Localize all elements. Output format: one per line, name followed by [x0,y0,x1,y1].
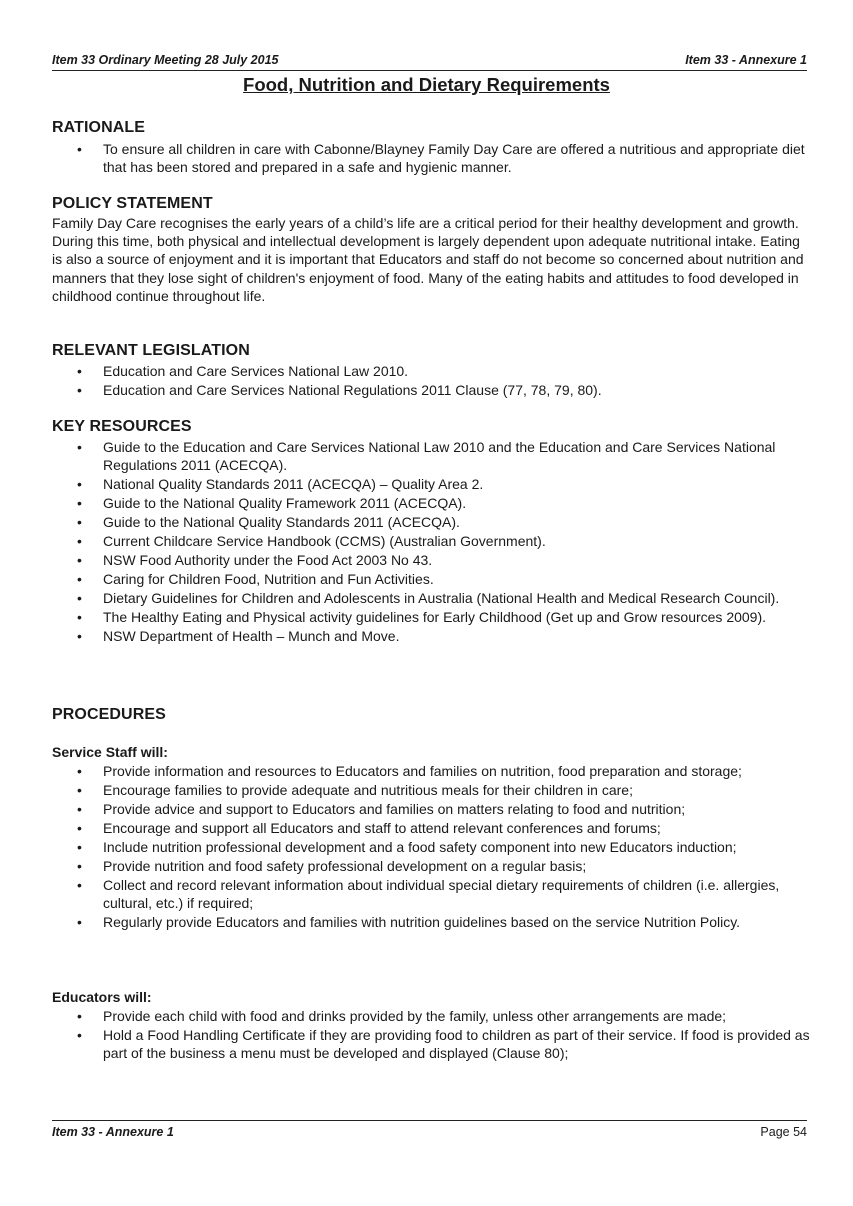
bullet-icon: • [77,877,82,893]
list-item-text: Provide information and resources to Educators and families on nutrition, food preparation and storage; [103,763,742,779]
footer-annexure: Item 33 - Annexure 1 [52,1125,174,1139]
header-annexure: Item 33 - Annexure 1 [685,53,807,67]
bullet-icon: • [77,858,82,874]
educators-list [52,1007,812,1063]
list-item-text: Guide to the National Quality Framework 2011 (ACECQA). [103,495,467,512]
list-item [52,762,812,780]
bullet-icon: • [77,514,82,531]
page-header [52,52,807,71]
list-item-text: Education and Care Services National Regulations 2011 Clause (77, 78, 79, 80). [103,382,602,398]
list-item-text: Provide advice and support to Educators and families on matters relating to food and nutrition; [103,801,686,817]
list-item-text: Provide each child with food and drinks provided by the family, unless other arrangements are made; [103,1008,727,1024]
list-item-text: To ensure all children in care with Cabonne/Blayney Family Day Care are offered a nutritious and appropriate diet that has been stored and prepared in a safe and hygienic manner. [103,141,805,176]
list-item-text: NSW Food Authority under the Food Act 2003 No 43. [103,552,433,569]
list-item [52,570,812,588]
legislation-heading: RELEVANT LEGISLATION [52,342,250,359]
list-item-text: Hold a Food Handling Certificate if they are providing food to children as part of their service. If food is provided as part of the business a menu must be developed and displayed (Clause 80); [103,1027,810,1062]
bullet-icon: • [77,628,82,645]
list-item [52,532,812,550]
list-item-text: Current Childcare Service Handbook (CCMS) (Australian Government). [103,533,546,550]
policy-text: Family Day Care recognises the early years of a child’s life are a critical period for their healthy development and growth. During this time, both physical and intellectual development is largely dependent upon adequate nutritional intake. Eating is also a source of enjoyment and it is important that Educators and staff do not become so concerned about nutrition and manners that they lose sight of children's enjoyment of food. Many of the eating habits and attitudes to food developed in childhood continue throughout life. [52,215,804,304]
service-staff-heading: Service Staff will: [52,744,168,760]
list-item-text: Dietary Guidelines for Children and Adolescents in Australia (National Health and Medical Research Council). [103,590,780,607]
list-item [52,589,812,607]
service-staff-list [52,762,812,932]
educators-heading: Educators will: [52,989,152,1005]
list-item-text: Caring for Children Food, Nutrition and Fun Activities. [103,571,434,588]
bullet-icon: • [77,476,82,493]
list-item [52,876,812,912]
bullet-icon: • [77,914,82,931]
bullet-icon: • [77,382,82,398]
list-item [52,800,812,818]
list-item-text: NSW Department of Health – Munch and Move. [103,628,400,645]
list-item [52,781,812,799]
list-item [52,362,812,380]
list-item-text: Include nutrition professional development and a food safety component into new Educators induction; [103,839,737,855]
list-item [52,475,812,493]
rationale-list [52,140,812,177]
bullet-icon: • [77,590,82,607]
list-item-text: Guide to the Education and Care Services National Law 2010 and the Education and Care Services National Regulations 2011 (ACECQA). [103,439,776,474]
list-item-text: National Quality Standards 2011 (ACECQA) – Quality Area 2. [103,476,484,493]
list-item [52,438,812,474]
legislation-list [52,362,812,400]
list-item [52,857,812,875]
bullet-icon: • [77,141,82,157]
policy-heading: POLICY STATEMENT [52,195,213,212]
bullet-icon: • [77,533,82,550]
list-item [52,1026,812,1062]
page-title: Food, Nutrition and Dietary Requirements [243,74,610,95]
list-item [52,913,812,931]
list-item [52,608,812,626]
procedures-heading: PROCEDURES [52,706,166,723]
list-item [52,838,812,856]
bullet-icon: • [77,363,82,379]
list-item-text: The Healthy Eating and Physical activity guidelines for Early Childhood (Get up and Grow resources 2009). [103,609,767,626]
list-item [52,513,812,531]
resources-heading: KEY RESOURCES [52,418,192,435]
list-item-text: Education and Care Services National Law 2010. [103,363,409,379]
list-item [52,381,812,399]
bullet-icon: • [77,1008,82,1024]
list-item [52,627,812,645]
resources-list [52,438,812,646]
page-footer [52,1120,807,1141]
list-item [52,140,812,176]
bullet-icon: • [77,763,82,779]
list-item [52,494,812,512]
bullet-icon: • [77,782,82,798]
list-item-text: Regularly provide Educators and families with nutrition guidelines based on the service Nutrition Policy. [103,914,741,931]
list-item-text: Guide to the National Quality Standards 2011 (ACECQA). [103,514,460,531]
list-item [52,1007,812,1025]
bullet-icon: • [77,1027,82,1043]
bullet-icon: • [77,552,82,569]
list-item [52,551,812,569]
bullet-icon: • [77,439,82,455]
bullet-icon: • [77,609,82,626]
list-item-text: Collect and record relevant information about individual special dietary requirements of children (i.e. allergies, cultural, etc.) if required; [103,877,780,912]
list-item [52,819,812,837]
rationale-heading: RATIONALE [52,119,146,136]
header-meeting: Item 33 Ordinary Meeting 28 July 2015 [52,53,279,67]
bullet-icon: • [77,820,82,836]
list-item-text: Encourage and support all Educators and staff to attend relevant conferences and forums; [103,820,661,836]
list-item-text: Provide nutrition and food safety professional development on a regular basis; [103,858,587,874]
bullet-icon: • [77,571,82,588]
list-item-text: Encourage families to provide adequate and nutritious meals for their children in care; [103,782,633,798]
page-number: Page 54 [760,1125,807,1139]
bullet-icon: • [77,495,82,512]
bullet-icon: • [77,801,82,817]
bullet-icon: • [77,839,82,855]
